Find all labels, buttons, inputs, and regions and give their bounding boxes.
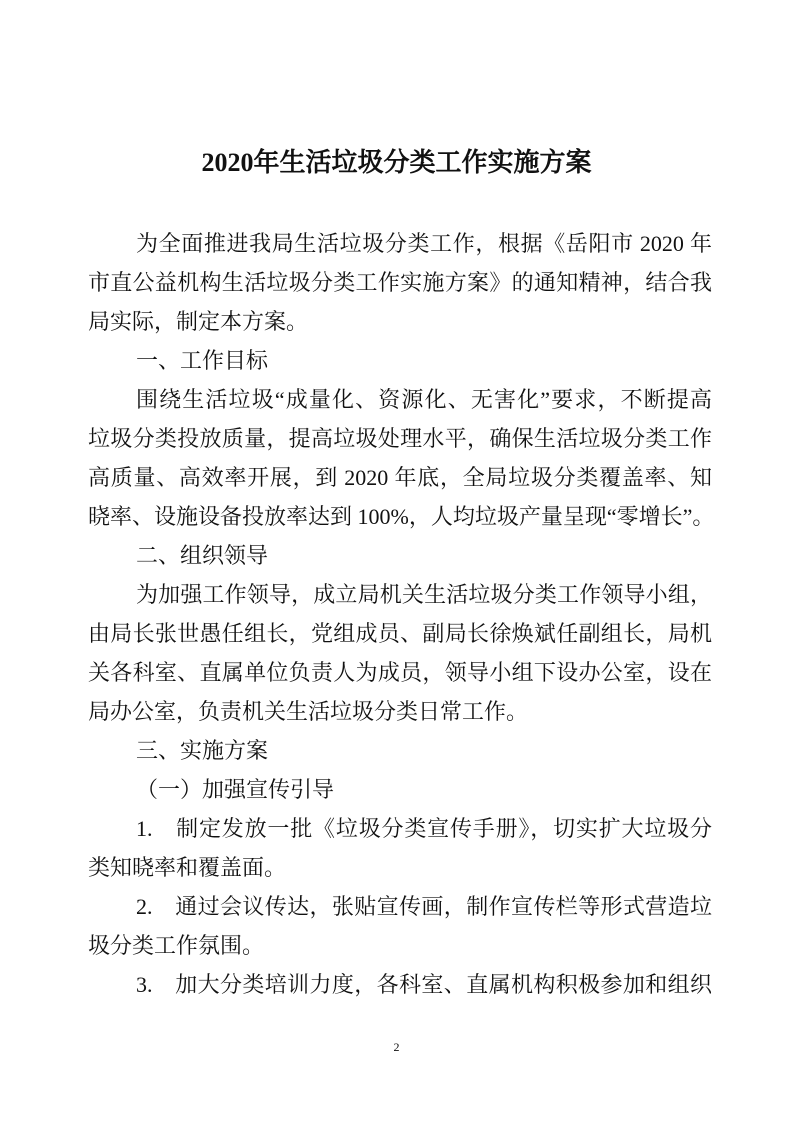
text-line: 围绕生活垃圾“成量化、资源化、无害化”要求，不断提高 <box>136 387 712 412</box>
text-line: 1. 制定发放一批《垃圾分类宣传手册》，切实扩大垃圾分 <box>136 816 712 841</box>
text-line: 市直公益机构生活垃圾分类工作实施方案》的通知精神，结合我 <box>88 270 712 295</box>
paragraph <box>88 224 712 341</box>
section-heading <box>88 341 712 380</box>
paragraph <box>88 887 712 965</box>
text-line: 局办公室，负责机关生活垃圾分类日常工作。 <box>88 699 529 724</box>
text-line: 局实际，制定本方案。 <box>88 309 309 334</box>
text-line: 一、工作目标 <box>136 348 269 373</box>
text-line: （一）加强宣传引导 <box>136 777 335 802</box>
page-number: 2 <box>393 1040 400 1054</box>
text-line: 垃圾分类投放质量，提高垃圾处理水平，确保生活垃圾分类工作 <box>88 426 712 451</box>
text-line: 3. 加大分类培训力度，各科室、直属机构积极参加和组织 <box>136 972 712 997</box>
document-body <box>88 224 715 1004</box>
paragraph <box>88 380 715 536</box>
paragraph <box>88 965 712 1004</box>
document-title: 2020年生活垃圾分类工作实施方案 <box>201 148 592 177</box>
paragraph <box>88 809 712 887</box>
text-line: 为加强工作领导，成立局机关生活垃圾分类工作领导小组， <box>136 582 712 607</box>
text-line: 关各科室、直属单位负责人为成员，领导小组下设办公室，设在 <box>88 660 712 685</box>
subsection-heading <box>88 770 712 809</box>
section-heading <box>88 536 712 575</box>
text-line: 二、组织领导 <box>136 543 269 568</box>
text-line: 晓率、设施设备投放率达到 100%，人均垃圾产量呈现“零增长”。 <box>88 504 715 529</box>
text-line: 高质量、高效率开展，到 2020 年底，全局垃圾分类覆盖率、知 <box>88 465 712 490</box>
text-line: 类知晓率和覆盖面。 <box>88 855 287 880</box>
paragraph <box>88 575 712 731</box>
section-heading <box>88 731 712 770</box>
text-line: 2. 通过会议传达，张贴宣传画，制作宣传栏等形式营造垃 <box>136 894 712 919</box>
text-line: 圾分类工作氛围。 <box>88 933 265 958</box>
text-line: 由局长张世愚任组长，党组成员、副局长徐焕斌任副组长，局机 <box>88 621 712 646</box>
text-line: 三、实施方案 <box>136 738 269 763</box>
text-line: 为全面推进我局生活垃圾分类工作，根据《岳阳市 2020 年 <box>136 231 712 256</box>
